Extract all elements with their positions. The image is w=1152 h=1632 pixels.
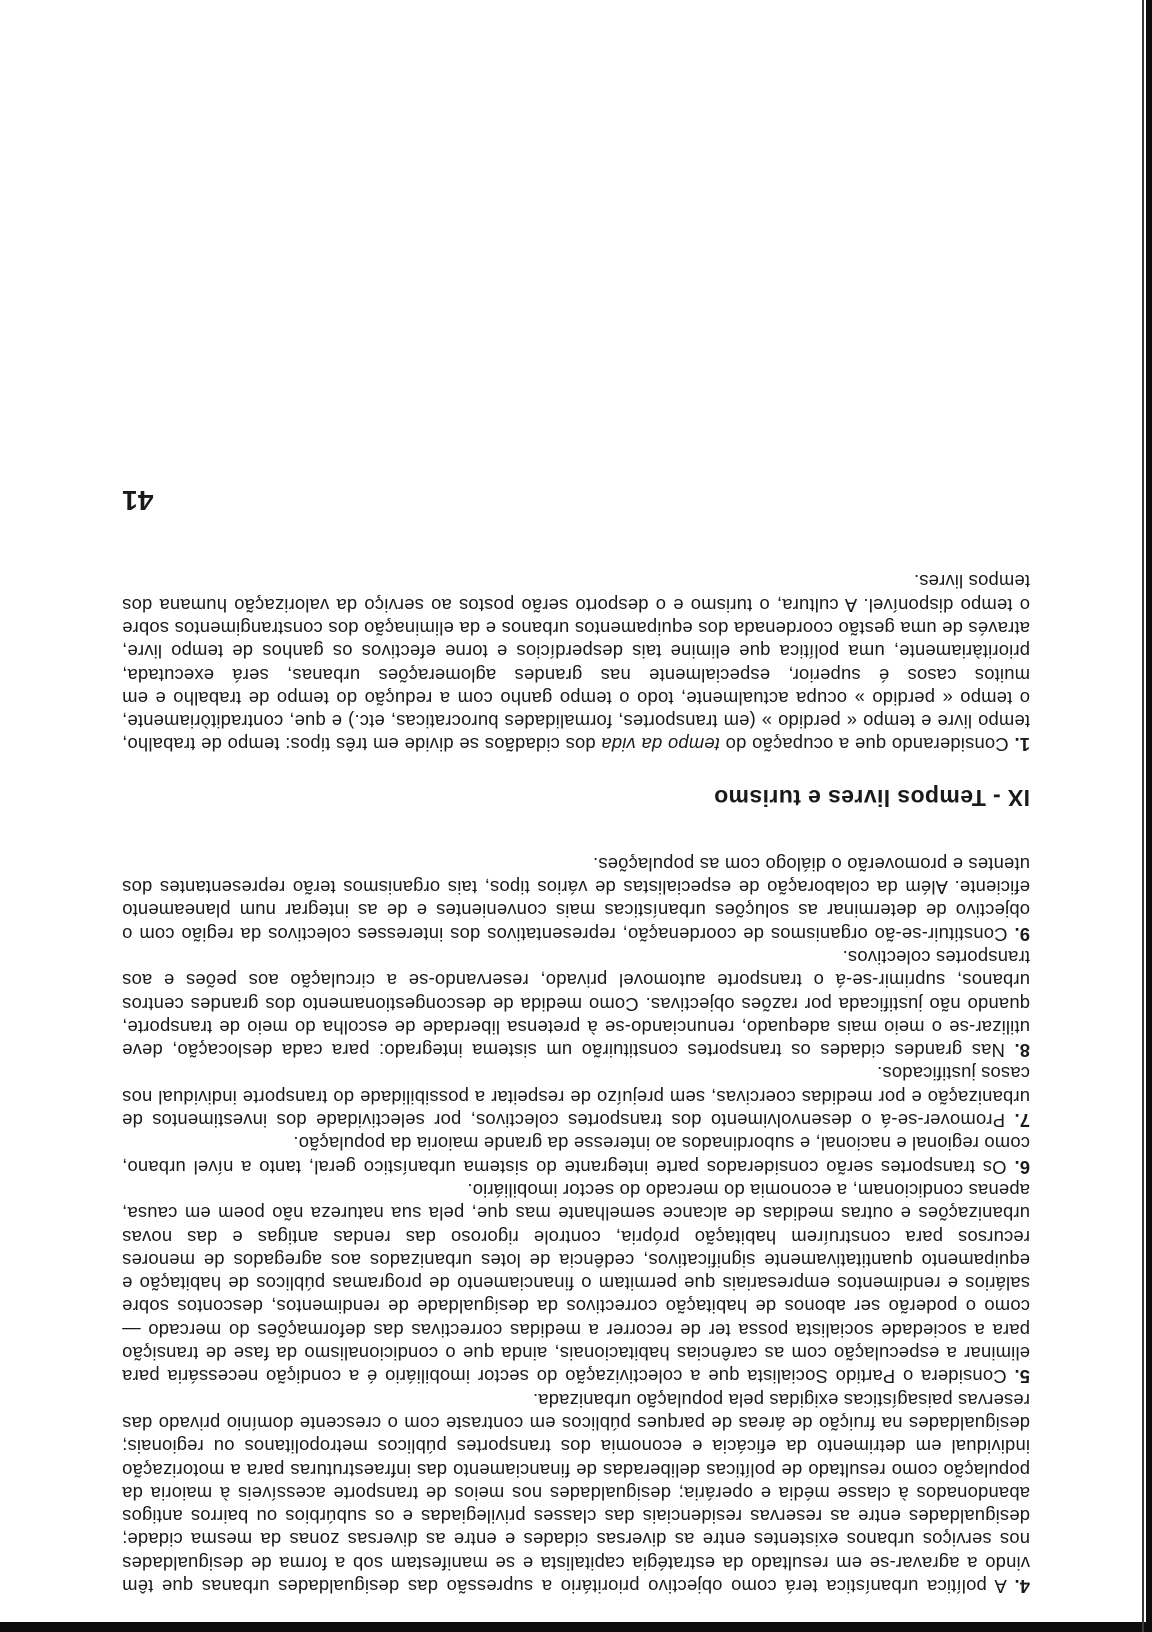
paragraph-text: Constituir-se-ão organismos de coordenação, representativos dos interesses colectivos da região com o objectivo de determinar as soluções urbanísticas mais convenientes e de as integrar num planeamento eficiente. Além da colaboração de especialistas de vários tipos, tais organismos terão representantes dos utentes e promoverão o diálogo com as populações.	[122, 853, 1030, 945]
paragraph-9	[122, 853, 1030, 946]
paragraph-text: Promover-se-á o desenvolvimento dos transportes colectivos, por selectividade dos investimentos de urbanização e por medidas coercivas, sem prejuízo de respeitar a possibilidade do transporte individual nos casos justificados.	[121, 1063, 1030, 1132]
page-number: 41	[122, 485, 154, 517]
paragraph-text-emphasis: tempo da vida	[601, 734, 720, 756]
paragraph-8	[122, 946, 1030, 1062]
document-body	[121, 485, 1030, 1598]
paragraph-number: 8.	[1014, 1040, 1030, 1062]
section-paragraph-1	[122, 570, 1030, 756]
paragraph-text: Nas grandes cidades os transportes constituirão um sistema integrado: para cada deslocação, deve utilizar-se o meio mais adequado, renunciando-se à pretensa liberdade de escolha do meio de transporte, quando não justificada por razões objectivas. Como medida de descongestionamento dos grandes centros urbanos, suprimir-se-á o transporte automovel privado, reservando-se a circulação aos peões e aos transportes colectivos.	[122, 946, 1030, 1062]
paragraph-4	[122, 1388, 1030, 1598]
paragraph-text: Considera o Partido Socialista que a colectivização do sector imobiliário é a condição necessária para eliminar a especulação com as carências habitacionais, ainda que o condicionalismo da fase de transição para a sociedade socialista possa ter de recorrer a medidas correctivas das deformações do mercado — como o poderão ser abonos de habitação correctivos da desigualdade de rendimentos, descontos sobre salários e rendimentos empresariais que permitam o financiamento de programas públicos de habitação e equipamento quantitativamente significativos, cedência de lotes urbanizados aos agregados de menores recursos para construírem habitação própria, controle rigoroso das rendas antigas e das novas urbanizações e outras medidas de alcance semelhante mas que, pela sua natureza não poem em causa, apenas condicionam, a economia do mercado do sector imobiliário.	[121, 1179, 1030, 1388]
paragraph-text: A política urbanística terá como objectivo prioritário a supressão das desigualdades urbanas que têm vindo a agravar-se em resultado da estratégia capitalista e se manifestam sob a forma de desigualdades nos serviços urbanos existentes entre as diversas cidades e entre as diversas zonas da mesma cidade; desigualdades entre as reservas residenciais das classes privilegiadas e os subúrbios ou bairros antigos abandonados à classe média e operária; desigualdades nos meios de transporte acessíveis à maioria da população como resultado de políticas deliberadas de financiamento das infraestruturas para a motorização individual em detrimento da eficácia e economia dos transportes públicos metropolitanos ou regionais; desigualdades na fruição de áreas de parques públicos em contraste com o crescente domínio privado das reservas paisagísticas exigidas pela população urbanizada.	[122, 1389, 1030, 1597]
paragraph-5	[122, 1179, 1030, 1389]
paragraph-text-b: dos cidadãos se divide em três tipos: tempo de trabalho, tempo livre e tempo « perdido » (em transportes, formalidades burocraticas, etc.) e que, contraditòriamente, o tempo « perdido » ocupa actualmente, todo o tempo ganho com a redução do tempo de trabalho e em muitos casos é superior, especialmente nas grandes aglomerações urbanas, será executada, prioritàriamente, uma política que elimine tais desperdícios e torne efectivos os ganhos de tempo livre, através de uma gestão coordenada dos equipamentos urbanos e da eliminação dos constrangimentos sobre o tempo disponível. A cultura, o turismo e o desporto serão postos ao serviço da valorização humana dos tempos livres.	[122, 571, 1030, 756]
paragraph-7	[122, 1062, 1030, 1132]
paragraph-6	[122, 1132, 1030, 1179]
paragraph-text: Os transportes serão considerados parte integrante do sistema urbanístico geral, tanto a nível urbano, como regional e nacional, e subordinados ao interesse da grande maioria da população.	[122, 1133, 1030, 1178]
paragraph-number: 7.	[1014, 1110, 1030, 1132]
paragraph-number: 6.	[1014, 1156, 1030, 1178]
paragraph-number: 9.	[1014, 923, 1030, 945]
paragraph-text-a: Considerando que a ocupação do	[719, 734, 1009, 756]
section-heading: IX - Tempos livres e turismo	[713, 785, 1030, 812]
paragraph-number: 1.	[1014, 734, 1030, 756]
paragraph-number: 5.	[1014, 1366, 1030, 1388]
paragraph-number: 4.	[1014, 1576, 1030, 1597]
